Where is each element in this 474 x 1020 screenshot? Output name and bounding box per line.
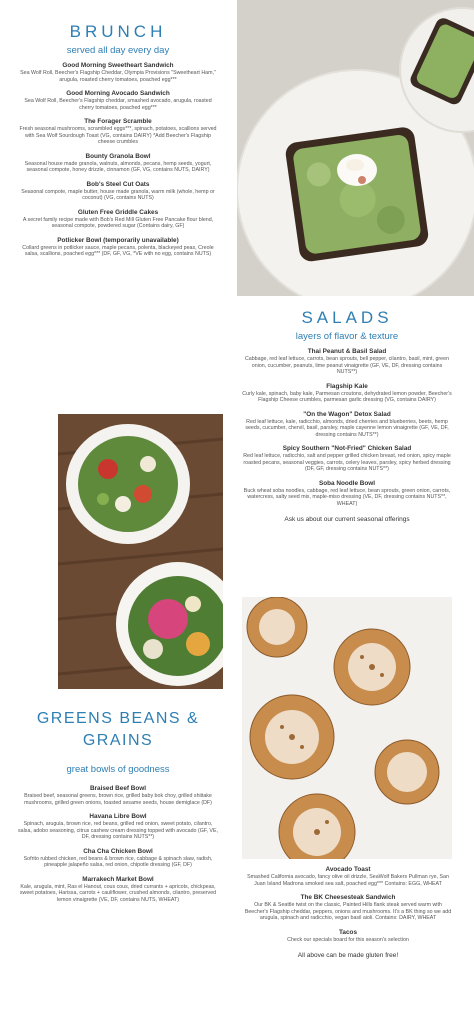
item-name: Thai Peanut & Basil Salad [307, 348, 387, 355]
item-desc: Red leaf lettuce, radicchio, salt and pepper grilled chicken breast, red onion, spicy maple roasted pecans, seasonal veggies, carrots, celery leaves, parsley, spicy herbed dressing (DF, GF, dressing contains NUTS**) [243, 453, 451, 472]
salad-and-bowl-photo [58, 414, 223, 689]
greens-title-line1: GREENS BEANS & [36, 710, 200, 727]
item-name: Braised Beef Bowl [89, 785, 147, 792]
menu-item [18, 813, 218, 841]
item-name: Gluten Free Griddle Cakes [77, 208, 159, 216]
item-desc: A secret family recipe made with Bob's Red Mill Gluten Free Pancake flour blend, seasonal compote, powdered sugar (Contains dairy, GF) [22, 216, 214, 229]
menu-item [18, 848, 218, 869]
greens-section [18, 710, 218, 903]
item-desc: Check our specials board for this season's selection [287, 936, 409, 943]
item-desc: Cabbage, red leaf lettuce, carrots, bean sprouts, bell pepper, cilantro, basil, mint, green onion, cucumber, peanuts, lime peanut vinaigrette (GF, VE, DF, dressing contains NUTS**) [244, 356, 450, 375]
brunch-title: BRUNCH [69, 22, 167, 41]
item-desc: Collard greens in potlicker sauce, maple pecans, polenta, blackeyed peas, Creole salsa, scallions, poached egg*** (DF, GF, VG, *VE with no egg, contains NUTS) [22, 244, 214, 257]
menu-item [242, 894, 454, 922]
item-desc: Sea Wolf Roll, Beecher's Flagship Cheddar, Olympia Provisions "Sweetheart Ham," arugula, roasted cherry tomatoes, poached egg*** [20, 70, 216, 83]
menu-item [242, 348, 452, 376]
seasonal-note: Ask us about our current seasonal offerings [284, 516, 410, 523]
salads-title: SALADS [301, 308, 393, 327]
item-desc: Seasonal compote, maple butter, house made granola, warm milk (whole, hemp or coconut) (VG, contains NUTS) [21, 188, 215, 201]
item-name: Cha Cha Chicken Bowl [83, 847, 153, 855]
item-desc: Smashed California avocado, fancy olive oil drizzle, SeaWolf Bakers Pullman rye, San Juan Island Madrona smoked sea salt, poached egg*** Contains: EGG, WHEAT [247, 874, 449, 887]
item-name: Good Morning Sweetheart Sandwich [62, 62, 174, 69]
item-name: "On the Wagon" Detox Salad [303, 410, 391, 418]
menu-item [242, 480, 452, 508]
menu-item [18, 181, 218, 202]
gluten-free-note: All above can be made gluten free! [297, 952, 399, 959]
menu-item [18, 118, 218, 146]
menu-item [18, 876, 218, 904]
item-name: Spicy Southern "Not-Fried" Chicken Salad [282, 445, 412, 452]
salads-subtitle: layers of flavor & texture [295, 331, 399, 342]
item-name: Avocado Toast [325, 866, 371, 873]
item-name: Bounty Granola Bowl [85, 152, 151, 160]
item-name: Marrakech Market Bowl [82, 875, 154, 883]
salads-section [242, 308, 452, 523]
item-desc: Kale, arugula, mint, Ras el Hanout, cous cous, dried currants + apricots, chickpeas, sweet potatoes, Harissa, carrots + cauliflower, crushed almonds, cilantro, preserved lemon vinaigrette (VE, DF, contains NUTS, WHEAT) [19, 883, 217, 903]
glazed-pastries-photo [242, 597, 452, 859]
item-desc: Our BK & Seattle twist on the classic, Painted Hills flank steak served warm with Beecher's Flagship cheddar, peppers, onions and mushrooms. It's a BK thing so we add arugula, spinach and radicchio, vegan basil aioli. Contains: DAIRY, WHEAT [244, 902, 452, 921]
menu-item [18, 62, 218, 83]
item-desc: Red leaf lettuce, kale, radicchio, almonds, dried cherries and blueberries, beets, hemp seeds, cucumber, chervil, basil, parsley, maple cayenne lemon vinaigrette (GF, VE, DF, dressing contains NUTS**) [245, 418, 449, 438]
salads-items [242, 348, 452, 507]
item-desc: Spinach, arugula, brown rice, red beans, grilled red onion, sweet potato, cilantro, salsa, adobo seasoning, citrus cashew cream dressing topped with avocado (GF, VE, DF, dressing contains NUTS**) [18, 821, 218, 840]
item-name: Havana Libre Bowl [89, 813, 147, 820]
item-name: Good Morning Avocado Sandwich [66, 90, 170, 97]
item-desc: Sea Wolf Roll, Beecher's Flagship cheddar, smashed avocado, arugula, roasted cherry tomatoes, poached egg*** [24, 98, 212, 111]
menu-item [242, 866, 454, 887]
item-name: Potlicker Bowl (temporarily unavailable) [57, 236, 179, 244]
menu-item [242, 929, 454, 944]
item-name: The Forager Scramble [84, 118, 152, 125]
item-name: Tacos [339, 928, 357, 936]
sandwiches-section [242, 866, 454, 959]
menu-item [242, 411, 452, 439]
menu-item [18, 209, 218, 230]
item-name: Bob's Steel Cut Oats [86, 180, 150, 188]
item-desc: Fresh seasonal mushrooms, scrambled eggs***, spinach, potatoes, scallions served with Sea Wolf Sourdough Toast (VG, contains DAIRY) *Add Beecher's Flagship cheese crumbles [19, 126, 217, 145]
menu-item [242, 383, 452, 404]
avocado-toast-photo [237, 0, 474, 296]
menu-item [18, 153, 218, 174]
menu-item [242, 445, 452, 473]
menu-item [18, 90, 218, 111]
menu-item [18, 785, 218, 806]
item-name: Flagship Kale [326, 382, 368, 390]
item-desc: Braised beef, seasonal greens, brown rice, grilled baby bok choy, grilled shiitake mushrooms, grilled green onions, toasted sesame seeds, house demiglace (DF) [24, 793, 212, 806]
item-name: Soba Noodle Bowl [318, 479, 376, 487]
item-desc: Buck wheat soba noodles, cabbage, red leaf lettuce, bean sprouts, green onion, carrots, watercress, salty seed mix, maple-miso dressing (VE, DF, dressing contains NUTS**, WHEAT) [243, 487, 451, 507]
item-name: The BK Cheesesteak Sandwich [300, 894, 396, 901]
greens-title-line2: GRAINS [82, 732, 154, 749]
menu-item [18, 237, 218, 258]
item-desc: Curly kale, spinach, baby kale, Parmesan croutons, dehydrated lemon powder, Beecher's Flagship Cheese crumbles, parmesan garlic dressing (VG, contains DAIRY) [242, 390, 452, 403]
greens-subtitle: great bowls of goodness [66, 764, 170, 775]
item-desc: Seasonal house made granola, walnuts, almonds, pecans, hemp seeds, yogurt, seasonal compote, honey drizzle, cinnamon (GF, VG, contains NUTS, DAIRY) [24, 160, 212, 173]
brunch-subtitle: served all day every day [66, 45, 170, 56]
item-desc: Sofrito rubbed chicken, red beans & brown rice, cabbage & spinach slaw, radish, pineapple jalapeño salsa, red onion, chipotle dressing (GF, DF) [23, 855, 213, 868]
brunch-section [18, 22, 218, 258]
brunch-items [18, 62, 218, 258]
greens-items [18, 785, 218, 903]
